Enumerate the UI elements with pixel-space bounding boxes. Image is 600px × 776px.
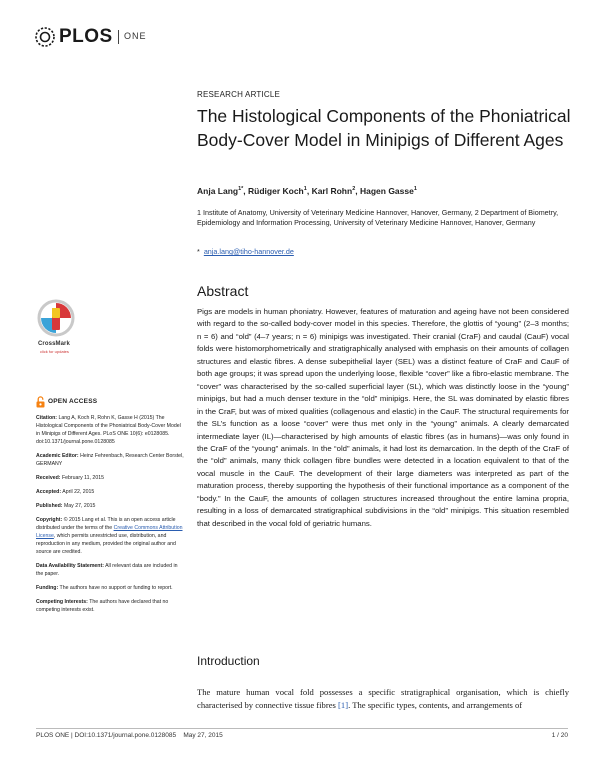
intro-text-start: The mature human vocal fold possesses a specific stratigraphical organisation, which is chiefly characterised by connective tissue fibres xyxy=(197,687,569,710)
author-sup: 2 xyxy=(352,186,356,193)
crossmark-icon xyxy=(36,298,76,340)
accepted-block xyxy=(36,488,186,496)
footer-date: May 27, 2015 xyxy=(183,732,223,739)
crossmark-badge[interactable] xyxy=(36,298,78,358)
footer-divider xyxy=(36,728,568,729)
accepted-label: Accepted: xyxy=(36,489,62,495)
plos-logo-icon xyxy=(33,25,57,49)
author-list: Anja Lang$^{1*}$, Rüdiger Koch$^1$, Karl Rohn$^2$, Hagen Gasse$^1$ xyxy=(197,186,417,196)
author-sup: 1 xyxy=(413,186,417,193)
page-number: 1 / 20 xyxy=(551,732,568,739)
author-name: Karl Rohn xyxy=(311,186,353,196)
competing-interests-text: The authors have declared that no competing interests exist. xyxy=(36,599,169,613)
author-sup: 1* xyxy=(238,186,244,193)
received-date: February 11, 2015 xyxy=(61,475,104,481)
article-info-sidebar xyxy=(36,396,186,620)
author-name: Hagen Gasse xyxy=(359,186,414,196)
copyright-text-end: , which permits unrestricted use, distribution, and reproduction in any medium, provided the original author and source are credited. xyxy=(36,533,176,555)
editor-text: Heinz Fehrenbach, Research Center Borstel, GERMANY xyxy=(36,453,184,467)
correspondence xyxy=(197,247,294,256)
open-lock-icon xyxy=(36,396,45,408)
correspondence-symbol: * xyxy=(197,247,200,256)
article-title: The Histological Components of the Phoniatrical Body-Cover Model in Minipigs of Different Ages xyxy=(197,106,571,150)
citation-block xyxy=(36,414,186,446)
competing-interests-label: Competing Interests: xyxy=(36,599,88,605)
author-name: Rüdiger Koch xyxy=(248,186,304,196)
copyright-text: © 2015 Lang et al. This is an open access article distributed under the terms of the xyxy=(36,517,176,531)
license-link[interactable]: Creative Commons Attribution License xyxy=(36,525,183,539)
logo-wordmark: PLOS xyxy=(59,26,113,47)
editor-block xyxy=(36,452,186,468)
funding-label: Funding: xyxy=(36,585,59,591)
open-access-label: OPEN ACCESS xyxy=(48,398,98,405)
competing-interests-block xyxy=(36,598,186,614)
data-availability-text: All relevant data are included in the paper. xyxy=(36,563,178,577)
crossmark-sub: click for updates xyxy=(40,349,69,354)
crossmark-label: CrossMark xyxy=(38,341,70,347)
published-date: May 27, 2015 xyxy=(63,503,96,509)
data-availability-label: Data Availability Statement: xyxy=(36,563,104,569)
author-sup: 1 xyxy=(303,186,307,193)
logo-journal: ONE xyxy=(124,31,147,41)
funding-text: The authors have no support or funding to report. xyxy=(59,585,173,591)
received-block xyxy=(36,474,186,482)
article-type: RESEARCH ARTICLE xyxy=(197,90,281,99)
published-label: Published: xyxy=(36,503,63,509)
received-label: Received: xyxy=(36,475,61,481)
citation-label: Citation: xyxy=(36,415,58,421)
citation-text: Lang A, Koch R, Rohn K, Gasse H (2015) The Histological Components of the Phoniatrical Body-Cover Model in Minipigs of Different Ages. PLoS ONE 10(6): e0128085. doi:10.1371/journal.pone.0128085 xyxy=(36,415,181,445)
introduction-heading: Introduction xyxy=(197,654,260,668)
abstract-text: Pigs are models in human phoniatry. However, features of maturation and ageing have not been considered with regard to the so-called body-cover model in this species. Therefore, the glottis of “young” (2–3 months; n = 6) and “old” (4–7 years; n = 6) minipigs was investigated. Their cranial (CraF) and caudal (CauF) vocal folds were histomorphometrically and stratigraphically analysed with emphasis on their amounts of collagen structures and elastic fibres. A dense subepithelial layer (SEL) was a distinct feature of CraF and CauF of both age groups; it was spread upon the underlying loose, flexible “cover” like a fibro-elastic membrane. The “cover” was characterised by the so-called superficial layer (SL), which was distinctly loose in the “young” minipigs, but had a much denser texture in the “old” minipigs. Here, the SL was dominated by elastic fibres in the CraF, but was of mixed qualities (collagenous and elastic) in the CauF. The structural requirements for the SL’s function as a loose “cover” were thus met only in the “young” animals. A clearly demarcated intermediate layer (IL)—characterised by high amounts of elastic fibres (as in humans)—was only found in the CraF of the “young” animals. In the “old” animals, it had lost its demarcation. In the depth of the CraF of the “old” animals, many thick collagen fibre bundles were detected in a location equivalent to that of the vocal muscle in the CauF. The development of their large diameters was interpreted as part of the maturation process, thereby supporting the hypothesis of their functional importance as a component of the “body.” In the CauF, the amounts of collagen structures increased throughout the entire lamina propria, resulting in a loss of demarcated stratigraphical subdivisions in the “old” minipigs. This situation resembled that described in the vocal fold of geriatric humans. xyxy=(197,307,569,528)
email-link[interactable]: anja.lang@tiho-hannover.de xyxy=(203,247,294,256)
editor-label: Academic Editor: xyxy=(36,453,79,459)
funding-block xyxy=(36,584,186,592)
logo-separator xyxy=(118,30,119,44)
accepted-date: April 22, 2015 xyxy=(62,489,95,495)
copyright-label: Copyright: xyxy=(36,517,63,523)
footer-journal-doi: PLOS ONE | DOI:10.1371/journal.pone.0128085 xyxy=(36,732,177,739)
page-footer xyxy=(36,732,568,739)
published-block xyxy=(36,502,186,510)
reference-link[interactable]: [1] xyxy=(338,700,349,710)
introduction-text xyxy=(197,686,569,712)
abstract-heading: Abstract xyxy=(197,283,249,299)
plos-logo[interactable] xyxy=(33,22,153,52)
data-availability-block xyxy=(36,562,186,578)
author-name: Anja Lang xyxy=(197,186,239,196)
intro-text-end: . The specific types, contents, and arrangements of xyxy=(348,700,523,710)
affiliations: 1 Institute of Anatomy, University of Veterinary Medicine Hannover, Hanover, Germany, 2 Department of Biometry, Epidemiology and Information Processing, University of Veterinary Medicine Hannover, Hanover, Germany xyxy=(197,208,559,227)
copyright-block xyxy=(36,516,186,556)
open-access-badge xyxy=(36,396,186,408)
